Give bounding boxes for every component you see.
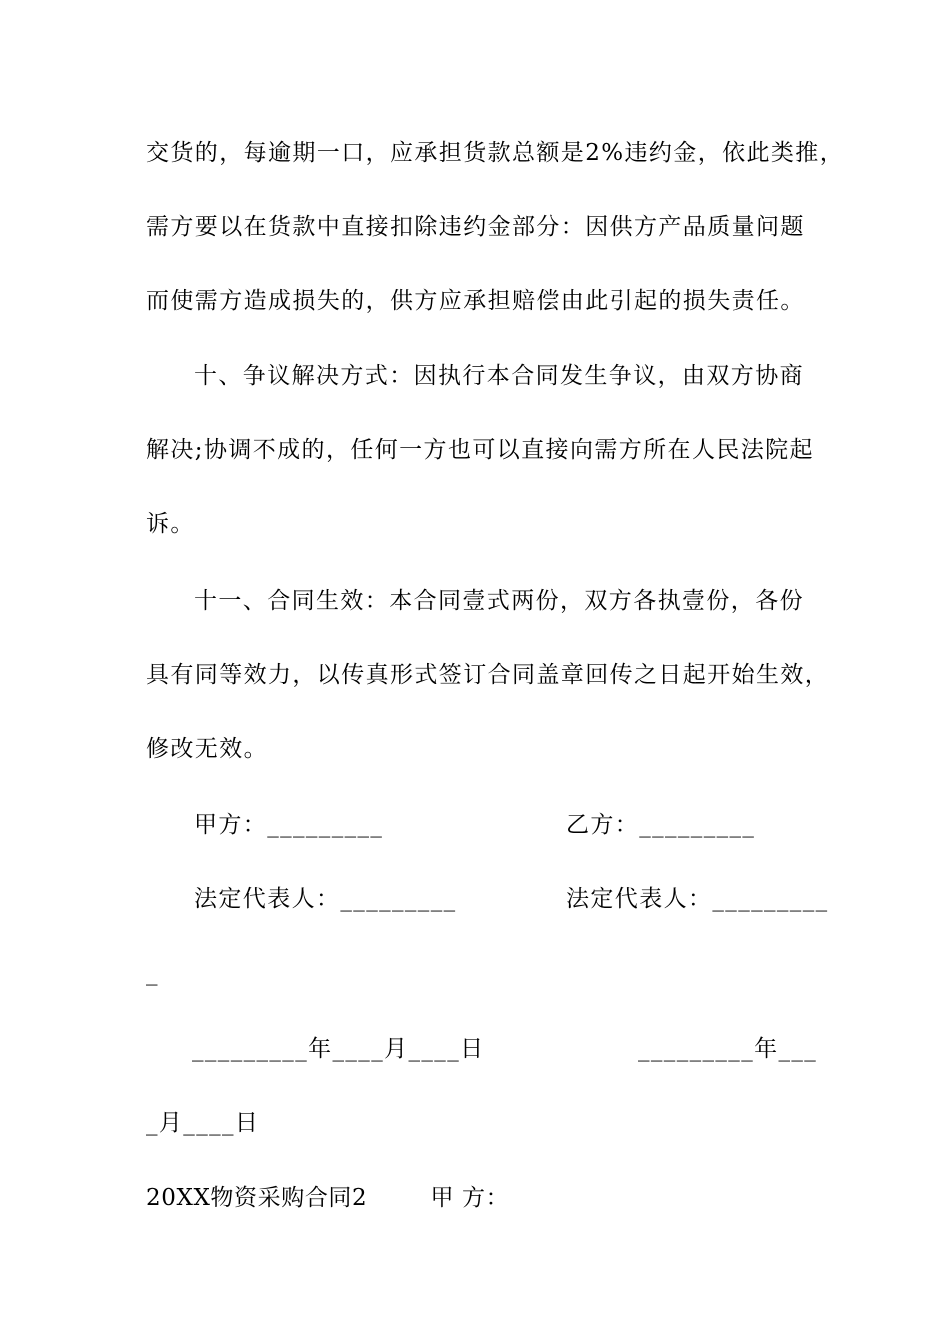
party-a-date: _________年____月____日 <box>192 1036 485 1062</box>
penalty-text-line-2: 需方要以在货款中直接扣除违约金部分：因供方产品质量问题 <box>146 214 805 240</box>
party-b-date: _________年___ <box>638 1036 818 1062</box>
dispute-clause-line-1: 十、争议解决方式：因执行本合同发生争议，由双方协商 <box>194 363 804 389</box>
effect-clause-line-1: 十一、合同生效：本合同壹式两份，双方各执壹份，各份 <box>194 588 804 614</box>
party-a-representative: 法定代表人：_________ <box>194 886 457 912</box>
penalty-text-line-3: 而使需方造成损失的，供方应承担赔偿由此引起的损失责任。 <box>146 288 805 314</box>
next-contract-heading: 20XX物资采购合同2 甲 方： <box>146 1185 510 1211</box>
effect-clause-line-3: 修改无效。 <box>146 736 268 762</box>
party-b-date-wrap: _月____日 <box>146 1110 260 1136</box>
party-a-signature: 甲方：_________ <box>194 812 384 838</box>
effect-clause-line-2: 具有同等效力，以传真形式签订合同盖章回传之日起开始生效， <box>146 662 830 688</box>
dispute-clause-line-3: 诉。 <box>146 511 195 537</box>
party-b-signature: 乙方：_________ <box>566 812 756 838</box>
party-b-representative-wrap: _ <box>146 960 159 986</box>
party-b-representative: 法定代表人：_________ <box>566 886 829 912</box>
penalty-text-line-1: 交货的，每逾期一口，应承担货款总额是2%违约金，依此类推， <box>146 140 845 166</box>
dispute-clause-line-2: 解决;协调不成的，任何一方也可以直接向需方所在人民法院起 <box>146 437 814 463</box>
